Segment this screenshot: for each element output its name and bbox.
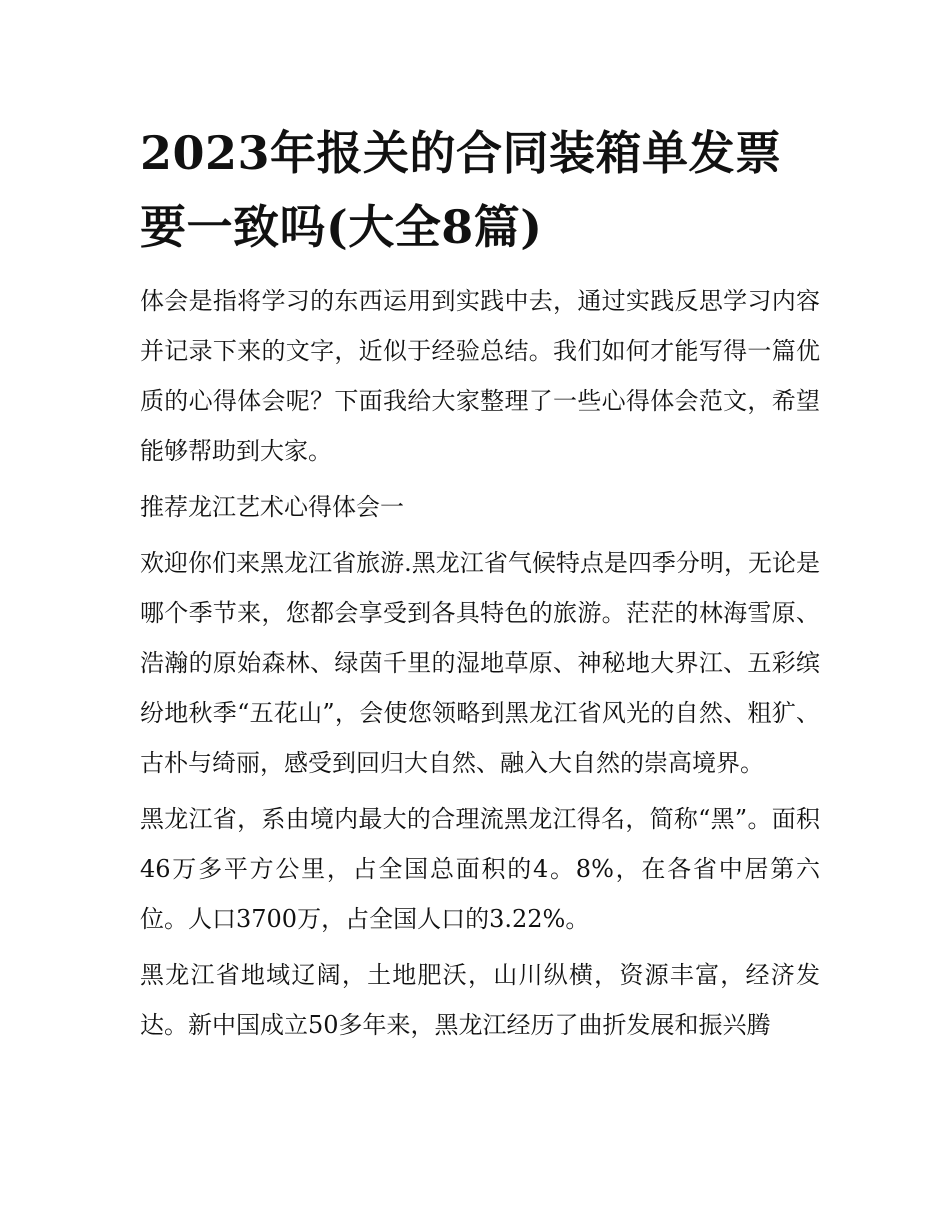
intro-paragraph: 体会是指将学习的东西运用到实践中去，通过实践反思学习内容并记录下来的文字，近似于经验总结。我们如何才能写得一篇优质的心得体会呢？下面我给大家整理了一些心得体会范文，希望能够帮助到大家。	[140, 287, 820, 465]
body-paragraph: 黑龙江省地域辽阔，土地肥沃，山川纵横，资源丰富，经济发达。新中国成立50多年来，黑龙江经历了曲折发展和振兴腾	[140, 961, 820, 1039]
document-title: 2023年报关的合同装箱单发票要一致吗(大全8篇)	[140, 126, 782, 254]
document-body	[140, 276, 820, 1056]
body-paragraph: 黑龙江省，系由境内最大的合理流黑龙江得名，简称“黑”。面积46万多平方公里，占全国总面积的4。8%，在各省中居第六位。人口3700万，占全国人口的3.22%。	[140, 805, 820, 933]
body-paragraph: 欢迎你们来黑龙江省旅游.黑龙江省气候特点是四季分明，无论是哪个季节来，您都会享受到各具特色的旅游。茫茫的林海雪原、浩瀚的原始森林、绿茵千里的湿地草原、神秘地大界江、五彩缤纷地秋季“五花山”，会使您领略到黑龙江省风光的自然、粗犷、古朴与绮丽，感受到回归大自然、融入大自然的崇高境界。	[140, 549, 820, 777]
section-heading: 推荐龙江艺术心得体会一	[140, 493, 404, 521]
